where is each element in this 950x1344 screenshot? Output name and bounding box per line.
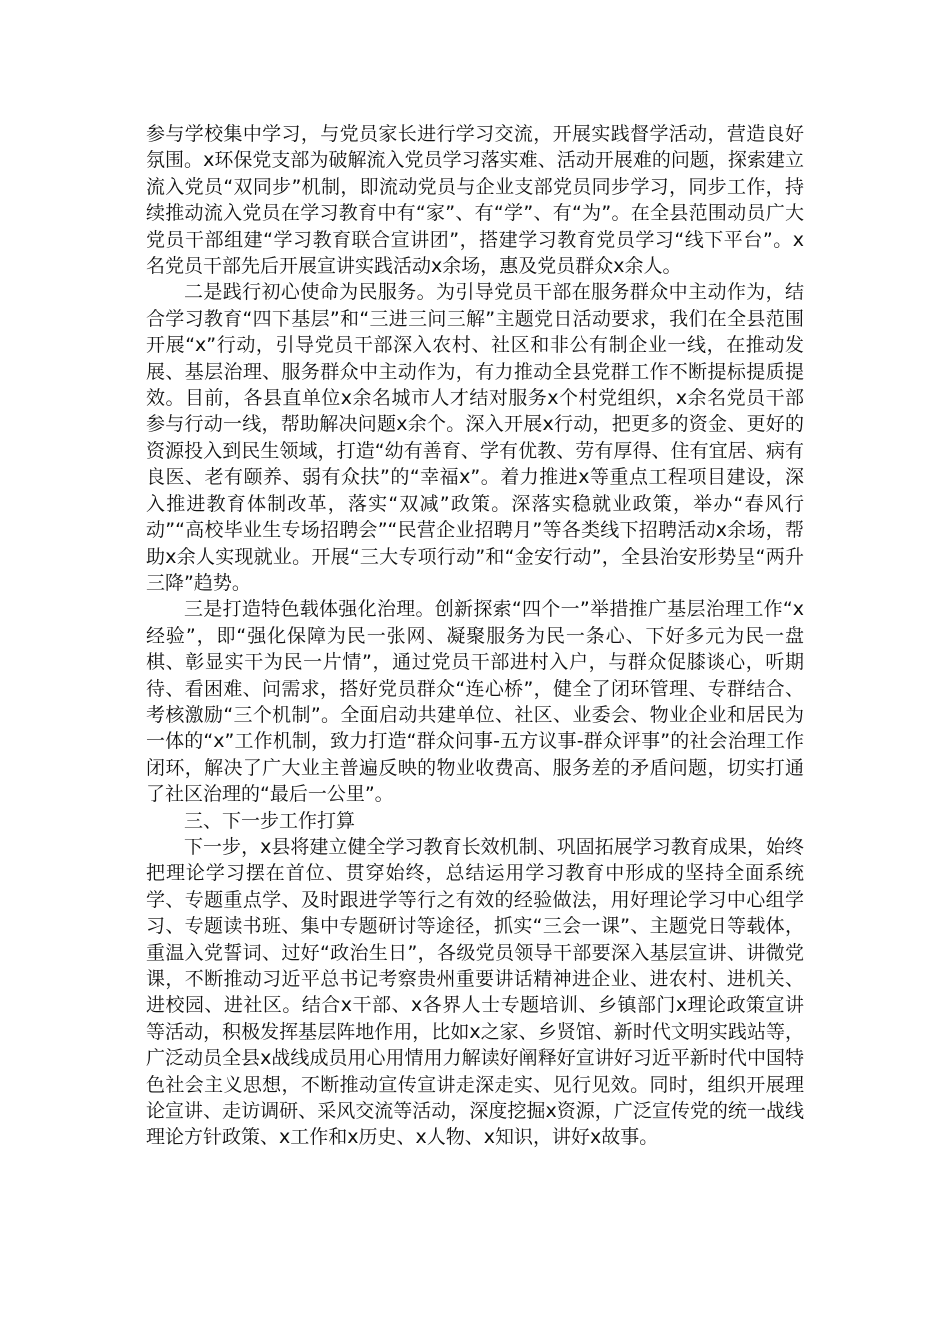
paragraph-point-three: 三是打造特色载体强化治理。创新探索“四个一”举措推广基层治理工作“x经验”，即“强化保障为民一张网、凝聚服务为民一条心、下好多元为民一盘棋、彰显实干为民一片情”，通过党员干部进村入户，与群众促膝谈心，听期待、看困难、问需求，搭好党员群众“连心桥”，健全了闭环管理、专群结合、考核激励“三个机制”。全面启动共建单位、社区、业委会、物业企业和居民为一体的“x”工作机制，致力打造“群众问事-五方议事-群众评事”的社会治理工作闭环，解决了广大业主普遍反映的物业收费高、服务差的矛盾问题，切实打通了社区治理的“最后一公里”。 (146, 598, 804, 806)
document-body (146, 121, 804, 1151)
paragraph-next-steps: 下一步，x县将建立健全学习教育长效机制、巩固拓展学习教育成果，始终把理论学习摆在首位、贯穿始终，总结运用学习教育中形成的坚持全面系统学、专题重点学、及时跟进学等行之有效的经验做法，用好理论学习中心组学习、专题读书班、集中专题研讨等途径，抓实“三会一课”、主题党日等载体，重温入党誓词、过好“政治生日”，各级党员领导干部要深入基层宣讲、讲微党课，不断推动习近平总书记考察贵州重要讲话精神进企业、进农村、进机关、进校园、进社区。结合x干部、x各界人士专题培训、乡镇部门x理论政策宣讲等活动，积极发挥基层阵地作用，比如x之家、乡贤馆、新时代文明实践站等，广泛动员全县x战线成员用心用情用力解读好阐释好宣讲好习近平新时代中国特色社会主义思想，不断推动宣传宣讲走深走实、见行见效。同时，组织开展理论宣讲、走访调研、采风交流等活动，深度挖掘x资源，广泛宣传党的统一战线理论方针政策、x工作和x历史、x人物、x知识，讲好x故事。 (146, 835, 804, 1149)
paragraph-point-two: 二是践行初心使命为民服务。为引导党员干部在服务群众中主动作为，结合学习教育“四下基层”和“三进三问三解”主题党日活动要求，我们在全县范围开展“x”行动，引导党员干部深入农村、社区和非公有制企业一线，在推动发展、基层治理、服务群众中主动作为，有力推动全县党群工作不断提标提质提效。目前，各县直单位x余名城市人才结对服务x个村党组织，x余名党员干部参与行动一线，帮助解决问题x余个。深入开展x行动，把更多的资金、更好的资源投入到民生领域，打造“幼有善育、学有优教、劳有厚得、住有宜居、病有良医、老有颐养、弱有众扶”的“幸福x”。着力推进x等重点工程项目建设，深入推进教育体制改革，落实“双减”政策。深落实稳就业政策，举办“春风行动”“高校毕业生专场招聘会”“民营企业招聘月”等各类线下招聘活动x余场，帮助x余人实现就业。开展“三大专项行动”和“金安行动”，全县治安形势呈“两升三降”趋势。 (146, 281, 804, 594)
paragraph-continuation: 参与学校集中学习，与党员家长进行学习交流，开展实践督学活动，营造良好氛围。x环保党支部为破解流入党员学习落实难、活动开展难的问题，探索建立流入党员“双同步”机制，即流动党员与企业支部党员同步学习，同步工作，持续推动流入党员在学习教育中有“家”、有“学”、有“为”。在全县范围动员广大党员干部组建“学习教育联合宣讲团”，搭建学习教育党员学习“线下平台”。x名党员干部先后开展宣讲实践活动x余场，惠及党员群众x余人。 (146, 123, 804, 278)
section-heading-next-steps: 三、下一步工作打算 (184, 809, 356, 832)
